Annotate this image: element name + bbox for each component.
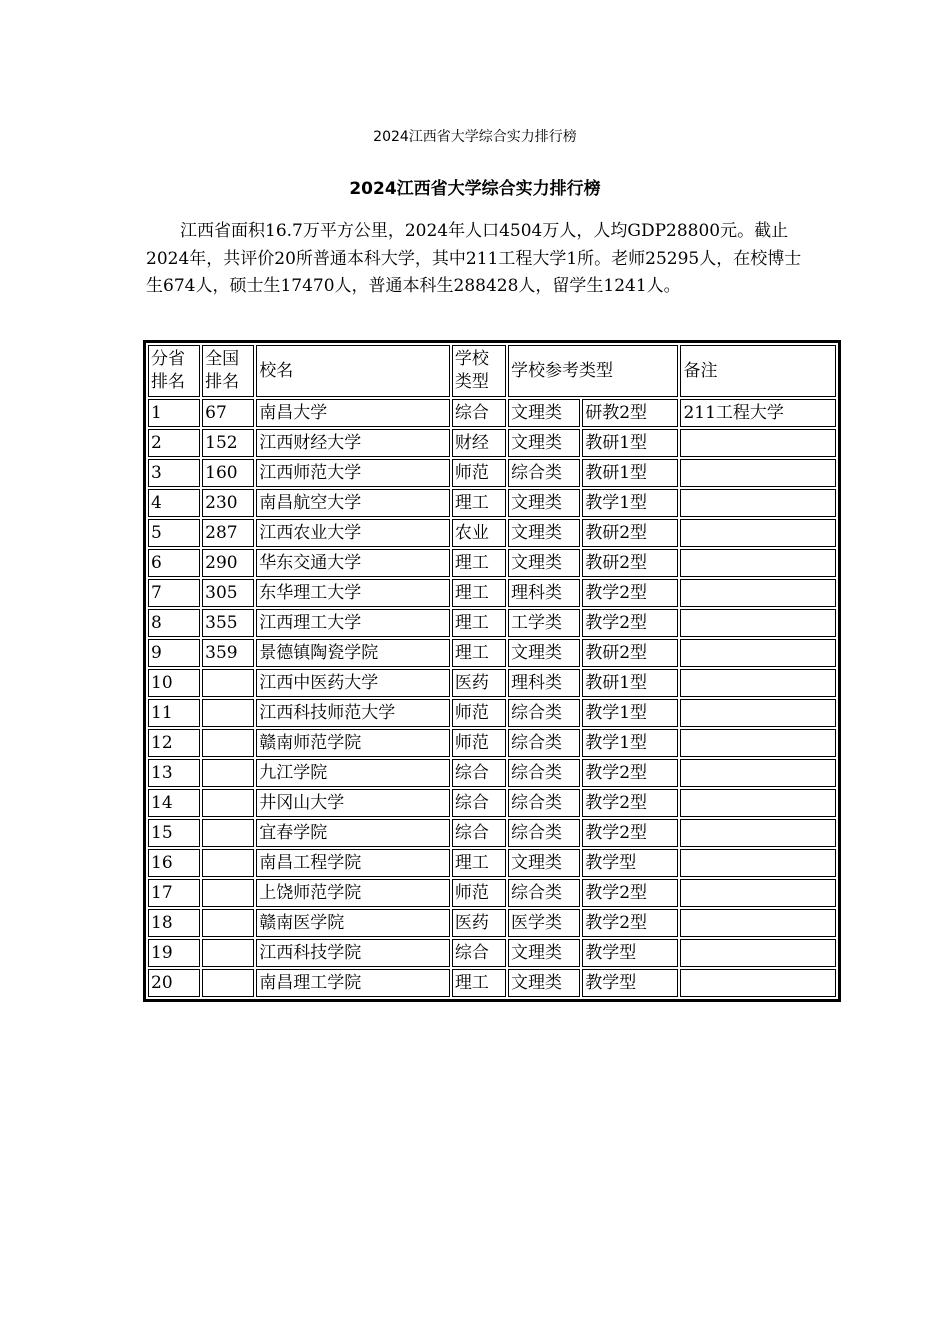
- cell-note: [680, 519, 836, 547]
- header-school-type: 学校类型: [452, 345, 506, 397]
- cell-reference-category: 工学类: [508, 609, 580, 637]
- cell-school-type: 理工: [452, 609, 506, 637]
- header-reference-type: 学校参考类型: [508, 345, 678, 397]
- cell-note: [680, 909, 836, 937]
- cell-reference-level: 研教2型: [582, 399, 678, 427]
- cell-reference-category: 文理类: [508, 429, 580, 457]
- cell-province-rank: 16: [148, 849, 200, 877]
- cell-province-rank: 20: [148, 969, 200, 997]
- cell-reference-level: 教学1型: [582, 729, 678, 757]
- cell-school-type: 理工: [452, 969, 506, 997]
- cell-province-rank: 12: [148, 729, 200, 757]
- cell-note: [680, 609, 836, 637]
- cell-school-type: 师范: [452, 879, 506, 907]
- cell-school-type: 医药: [452, 909, 506, 937]
- cell-school-name: 景德镇陶瓷学院: [256, 639, 450, 667]
- cell-reference-category: 文理类: [508, 969, 580, 997]
- cell-national-rank: 359: [202, 639, 254, 667]
- cell-reference-level: 教学1型: [582, 489, 678, 517]
- cell-province-rank: 11: [148, 699, 200, 727]
- cell-reference-category: 理科类: [508, 669, 580, 697]
- header-province-rank: 分省排名: [148, 345, 200, 397]
- cell-school-name: 华东交通大学: [256, 549, 450, 577]
- table-row: [148, 579, 836, 607]
- cell-reference-level: 教学2型: [582, 909, 678, 937]
- cell-province-rank: 15: [148, 819, 200, 847]
- cell-school-type: 师范: [452, 729, 506, 757]
- cell-note: [680, 549, 836, 577]
- cell-province-rank: 2: [148, 429, 200, 457]
- table-row: [148, 519, 836, 547]
- cell-school-name: 宜春学院: [256, 819, 450, 847]
- cell-reference-level: 教学2型: [582, 819, 678, 847]
- cell-province-rank: 9: [148, 639, 200, 667]
- cell-note: [680, 849, 836, 877]
- cell-province-rank: 7: [148, 579, 200, 607]
- cell-reference-category: 文理类: [508, 849, 580, 877]
- cell-reference-category: 文理类: [508, 489, 580, 517]
- header-note: 备注: [680, 345, 836, 397]
- cell-reference-category: 综合类: [508, 759, 580, 787]
- cell-province-rank: 18: [148, 909, 200, 937]
- table-row: [148, 609, 836, 637]
- cell-note: [680, 429, 836, 457]
- cell-reference-category: 理科类: [508, 579, 580, 607]
- cell-school-type: 师范: [452, 699, 506, 727]
- cell-school-name: 江西科技学院: [256, 939, 450, 967]
- table-row: [148, 969, 836, 997]
- cell-national-rank: [202, 969, 254, 997]
- cell-note: [680, 879, 836, 907]
- cell-reference-level: 教学型: [582, 939, 678, 967]
- table-row: [148, 729, 836, 757]
- cell-reference-level: 教学型: [582, 969, 678, 997]
- cell-national-rank: [202, 879, 254, 907]
- cell-national-rank: [202, 819, 254, 847]
- table-row: [148, 939, 836, 967]
- cell-reference-category: 医学类: [508, 909, 580, 937]
- cell-national-rank: [202, 849, 254, 877]
- cell-reference-category: 文理类: [508, 939, 580, 967]
- cell-province-rank: 19: [148, 939, 200, 967]
- cell-school-name: 江西农业大学: [256, 519, 450, 547]
- cell-note: 211工程大学: [680, 399, 836, 427]
- cell-school-type: 综合: [452, 399, 506, 427]
- cell-school-name: 南昌理工学院: [256, 969, 450, 997]
- cell-province-rank: 13: [148, 759, 200, 787]
- cell-national-rank: 355: [202, 609, 254, 637]
- cell-reference-category: 综合类: [508, 459, 580, 487]
- cell-school-name: 江西中医药大学: [256, 669, 450, 697]
- cell-school-type: 理工: [452, 489, 506, 517]
- cell-national-rank: 287: [202, 519, 254, 547]
- cell-note: [680, 639, 836, 667]
- cell-school-type: 理工: [452, 549, 506, 577]
- cell-note: [680, 759, 836, 787]
- cell-reference-level: 教研2型: [582, 639, 678, 667]
- table-row: [148, 669, 836, 697]
- table-row: [148, 429, 836, 457]
- header-national-rank: 全国排名: [202, 345, 254, 397]
- cell-reference-level: 教研2型: [582, 549, 678, 577]
- cell-note: [680, 819, 836, 847]
- cell-reference-category: 文理类: [508, 399, 580, 427]
- cell-note: [680, 579, 836, 607]
- cell-national-rank: [202, 759, 254, 787]
- cell-province-rank: 3: [148, 459, 200, 487]
- table-row: [148, 399, 836, 427]
- cell-national-rank: [202, 909, 254, 937]
- cell-national-rank: [202, 939, 254, 967]
- cell-national-rank: [202, 789, 254, 817]
- cell-school-name: 赣南师范学院: [256, 729, 450, 757]
- cell-national-rank: [202, 729, 254, 757]
- cell-reference-level: 教学2型: [582, 879, 678, 907]
- cell-reference-level: 教学1型: [582, 699, 678, 727]
- cell-school-name: 上饶师范学院: [256, 879, 450, 907]
- cell-note: [680, 789, 836, 817]
- cell-school-name: 南昌工程学院: [256, 849, 450, 877]
- table-row: [148, 879, 836, 907]
- cell-national-rank: [202, 669, 254, 697]
- cell-school-name: 江西财经大学: [256, 429, 450, 457]
- cell-reference-level: 教学2型: [582, 789, 678, 817]
- cell-province-rank: 17: [148, 879, 200, 907]
- cell-reference-category: 文理类: [508, 639, 580, 667]
- cell-reference-level: 教学2型: [582, 609, 678, 637]
- table-row: [148, 459, 836, 487]
- cell-note: [680, 969, 836, 997]
- cell-province-rank: 14: [148, 789, 200, 817]
- table-row: [148, 789, 836, 817]
- table-row: [148, 909, 836, 937]
- cell-note: [680, 729, 836, 757]
- table-header-row: [148, 345, 836, 397]
- cell-province-rank: 6: [148, 549, 200, 577]
- cell-reference-category: 综合类: [508, 879, 580, 907]
- cell-reference-level: 教研2型: [582, 519, 678, 547]
- cell-reference-category: 综合类: [508, 819, 580, 847]
- table-row: [148, 489, 836, 517]
- table-row: [148, 549, 836, 577]
- cell-note: [680, 699, 836, 727]
- cell-school-name: 江西理工大学: [256, 609, 450, 637]
- cell-school-name: 井冈山大学: [256, 789, 450, 817]
- table-row: [148, 849, 836, 877]
- cell-school-type: 综合: [452, 819, 506, 847]
- document-title: 2024江西省大学综合实力排行榜: [349, 179, 601, 199]
- cell-province-rank: 1: [148, 399, 200, 427]
- cell-school-name: 南昌大学: [256, 399, 450, 427]
- ranking-table: [143, 340, 841, 1002]
- cell-reference-level: 教研1型: [582, 669, 678, 697]
- cell-school-name: 东华理工大学: [256, 579, 450, 607]
- cell-school-type: 师范: [452, 459, 506, 487]
- cell-national-rank: 290: [202, 549, 254, 577]
- table-row: [148, 699, 836, 727]
- cell-reference-level: 教学2型: [582, 759, 678, 787]
- cell-school-type: 综合: [452, 939, 506, 967]
- cell-national-rank: 67: [202, 399, 254, 427]
- cell-province-rank: 10: [148, 669, 200, 697]
- cell-national-rank: 152: [202, 429, 254, 457]
- cell-school-name: 江西师范大学: [256, 459, 450, 487]
- cell-reference-level: 教研1型: [582, 459, 678, 487]
- cell-school-type: 农业: [452, 519, 506, 547]
- table-row: [148, 759, 836, 787]
- cell-school-type: 理工: [452, 849, 506, 877]
- cell-reference-level: 教研1型: [582, 429, 678, 457]
- cell-school-type: 综合: [452, 759, 506, 787]
- header-school-name: 校名: [256, 345, 450, 397]
- cell-province-rank: 5: [148, 519, 200, 547]
- cell-province-rank: 8: [148, 609, 200, 637]
- cell-national-rank: 230: [202, 489, 254, 517]
- cell-reference-category: 综合类: [508, 699, 580, 727]
- table-row: [148, 639, 836, 667]
- intro-paragraph: 江西省面积16.7万平方公里，2024年人口4504万人，人均GDP28800元。截止2024年，共评价20所普通本科大学，其中211工程大学1所。老师25295人，在校博士生674人，硕士生17470人，普通本科生288428人，留学生1241人。: [146, 221, 802, 296]
- cell-note: [680, 939, 836, 967]
- cell-school-type: 综合: [452, 789, 506, 817]
- cell-reference-category: 综合类: [508, 789, 580, 817]
- table-row: [148, 819, 836, 847]
- cell-school-name: 南昌航空大学: [256, 489, 450, 517]
- cell-note: [680, 489, 836, 517]
- cell-school-name: 九江学院: [256, 759, 450, 787]
- cell-national-rank: [202, 699, 254, 727]
- cell-national-rank: 305: [202, 579, 254, 607]
- cell-school-type: 理工: [452, 579, 506, 607]
- cell-reference-category: 文理类: [508, 549, 580, 577]
- cell-school-name: 赣南医学院: [256, 909, 450, 937]
- cell-school-type: 理工: [452, 639, 506, 667]
- cell-national-rank: 160: [202, 459, 254, 487]
- page-header: 2024江西省大学综合实力排行榜: [373, 129, 577, 145]
- cell-reference-category: 文理类: [508, 519, 580, 547]
- cell-school-type: 财经: [452, 429, 506, 457]
- cell-reference-level: 教学2型: [582, 579, 678, 607]
- cell-reference-level: 教学型: [582, 849, 678, 877]
- cell-school-type: 医药: [452, 669, 506, 697]
- cell-note: [680, 459, 836, 487]
- cell-reference-category: 综合类: [508, 729, 580, 757]
- cell-school-name: 江西科技师范大学: [256, 699, 450, 727]
- cell-province-rank: 4: [148, 489, 200, 517]
- cell-note: [680, 669, 836, 697]
